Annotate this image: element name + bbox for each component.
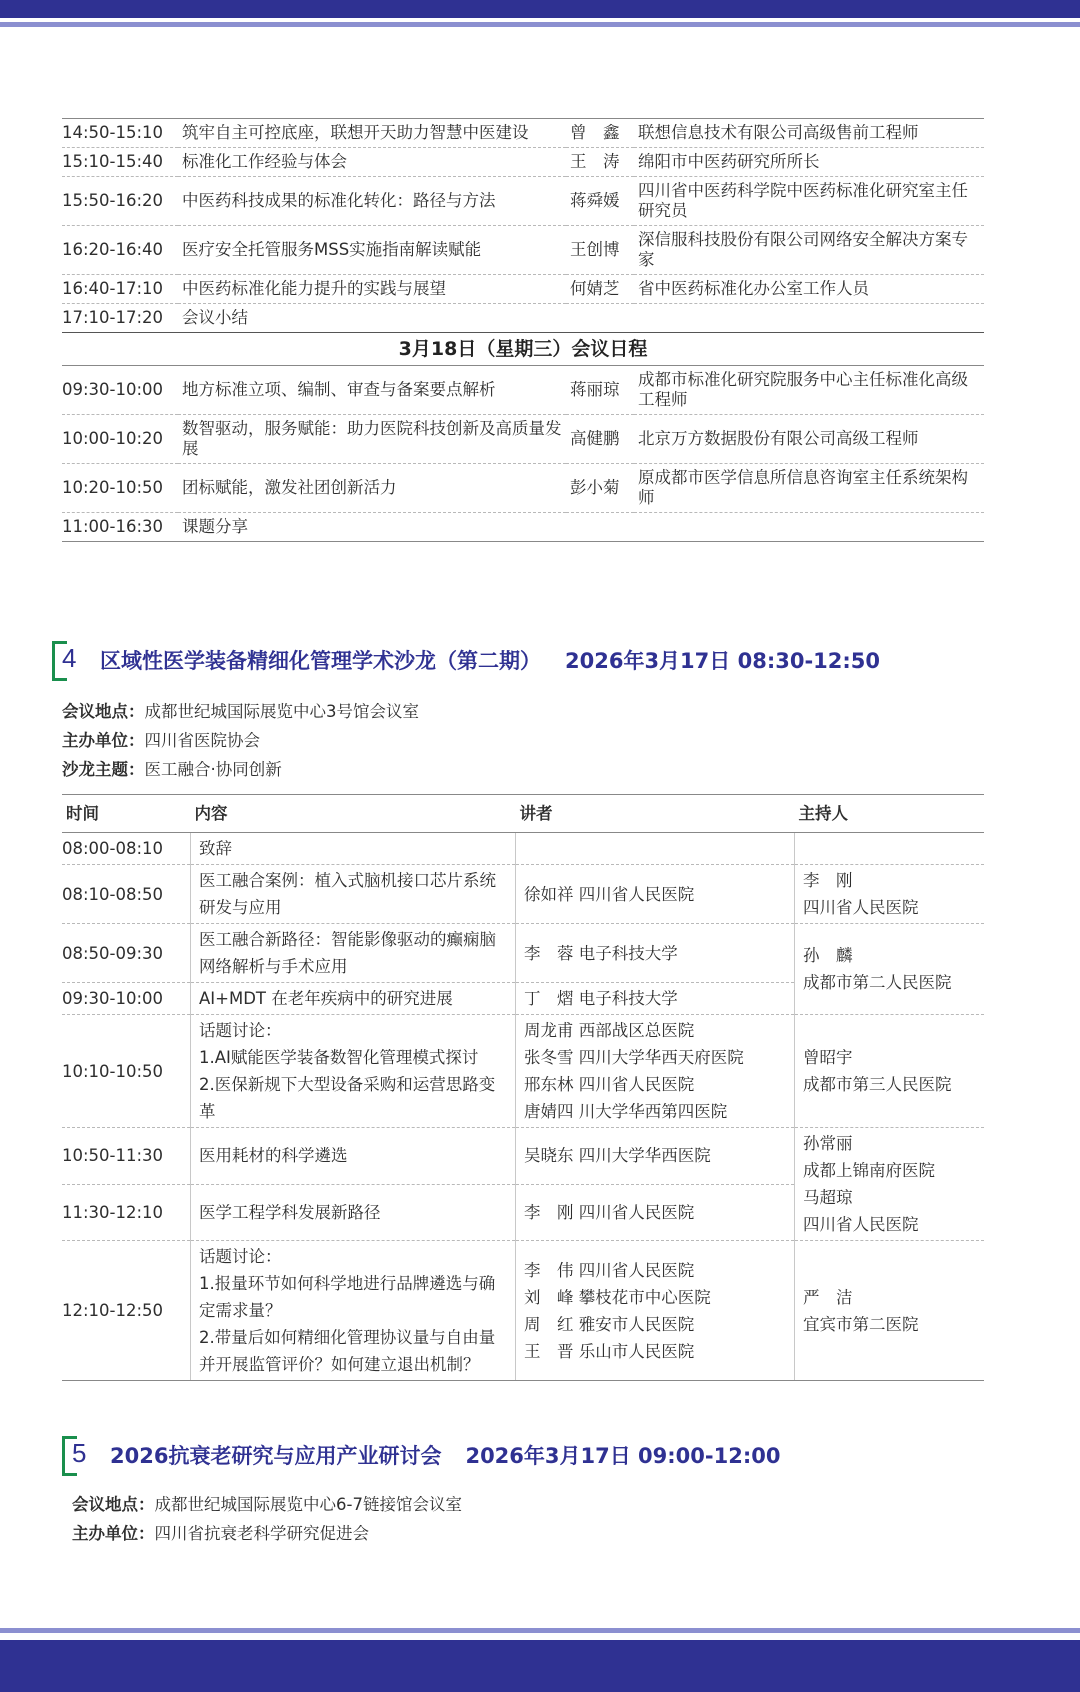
host-cell: 严 洁 宜宾市第二医院: [795, 1241, 985, 1381]
speaker-title: 成都市标准化研究院服务中心主任标准化高级工程师: [634, 366, 984, 415]
section-5-header: [62, 1436, 780, 1474]
schedule-row: [62, 148, 984, 177]
speaker-title: 四川省中医药科学院中医药标准化研究室主任研究员: [634, 177, 984, 226]
session-topic: 筑牢自主可控底座，联想开天助力智慧中医建设: [178, 119, 566, 148]
speaker-title: 北京万方数据股份有限公司高级工程师: [634, 415, 984, 464]
schedule-row: [62, 226, 984, 275]
session-topic: 数智驱动，服务赋能：助力医院科技创新及高质量发展: [178, 415, 566, 464]
speaker-name: [566, 513, 634, 542]
speaker-name: [566, 304, 634, 333]
table-row: [62, 924, 984, 983]
session-topic: 医学工程学科发展新路径: [191, 1184, 516, 1241]
venue-line: 会议地点：成都世纪城国际展览中心6-7链接馆会议室: [72, 1495, 462, 1514]
session-time: 10:20-10:50: [62, 464, 178, 513]
session-time: 15:10-15:40: [62, 148, 178, 177]
session-time: 09:30-10:00: [62, 983, 191, 1015]
session-time: 11:00-16:30: [62, 513, 178, 542]
session-time: 08:00-08:10: [62, 833, 191, 865]
speaker-name: 王 涛: [566, 148, 634, 177]
section-title: 2026抗衰老研究与应用产业研讨会: [110, 1444, 442, 1468]
speaker-title: 原成都市医学信息所信息咨询室主任系统架构师: [634, 464, 984, 513]
schedule-row: [62, 119, 984, 148]
session-time: 08:50-09:30: [62, 924, 191, 983]
session-topic: 医疗安全托管服务MSS实施指南解读赋能: [178, 226, 566, 275]
host-cell: 孙 麟 成都市第二人民医院: [795, 924, 985, 1015]
host-cell: 李 刚 四川省人民医院: [795, 865, 985, 924]
schedule-row: [62, 275, 984, 304]
section-4-info: [62, 697, 419, 784]
session-topic: 会议小结: [182, 308, 248, 327]
session-topic: 医工融合案例：植入式脑机接口芯片系统研发与应用: [191, 865, 516, 924]
speaker-list: 徐如祥 四川省人民医院: [516, 865, 795, 924]
speaker-list: 李 刚 四川省人民医院: [516, 1184, 795, 1241]
session-topic: 话题讨论： 1.报量环节如何科学地进行品牌遴选与确定需求量？ 2.带量后如何精细化管理协议量与自由量并开展监管评价？如何建立退出机制？: [191, 1241, 516, 1381]
session-topic: 医工融合新路径：智能影像驱动的癫痫脑网络解析与手术应用: [191, 924, 516, 983]
host-line: 主办单位：四川省医院协会: [62, 731, 260, 750]
col-speaker: 讲者: [516, 795, 795, 833]
session-topic: 中医药科技成果的标准化转化：路径与方法: [178, 177, 566, 226]
session-time: 08:10-08:50: [62, 865, 191, 924]
speaker-name: 高健鹏: [566, 415, 634, 464]
speaker-title: 绵阳市中医药研究所所长: [634, 148, 984, 177]
section-number-badge: [52, 641, 94, 679]
speaker-title: [634, 304, 984, 333]
session-topic: 地方标准立项、编制、审查与备案要点解析: [178, 366, 566, 415]
table-row: [62, 1015, 984, 1128]
host-cell: 孙常丽 成都上锦南府医院 马超琼 四川省人民医院: [795, 1128, 985, 1241]
speaker-list: 周龙甫 西部战区总医院 张冬雪 四川大学华西天府医院 邢东林 四川省人民医院 唐婧四 川大学华西第四医院: [516, 1015, 795, 1128]
col-content: 内容: [191, 795, 516, 833]
table-row: [62, 1241, 984, 1381]
table-row: [62, 833, 984, 865]
col-host: 主持人: [795, 795, 985, 833]
speaker-list: 吴晓东 四川大学华西医院: [516, 1128, 795, 1185]
host-line: 主办单位：四川省抗衰老科学研究促进会: [72, 1524, 369, 1543]
speaker-list: [516, 833, 795, 865]
session-topic: 致辞: [191, 833, 516, 865]
bottom-band: [0, 1640, 1080, 1692]
session-time: 10:50-11:30: [62, 1128, 191, 1185]
schedule-row: [62, 177, 984, 226]
session-topic: 标准化工作经验与体会: [178, 148, 566, 177]
speaker-name: 王创博: [566, 226, 634, 275]
section-number: 5: [72, 1438, 87, 1468]
host-cell: [795, 833, 985, 865]
session-time: 17:10-17:20: [62, 308, 164, 327]
session-topic: 团标赋能，激发社团创新活力: [178, 464, 566, 513]
speaker-name: 蒋舜媛: [566, 177, 634, 226]
speaker-title: 深信服科技股份有限公司网络安全解决方案专家: [634, 226, 984, 275]
schedule-row: [62, 464, 984, 513]
schedule-table: [62, 118, 984, 542]
speaker-name: 曾 鑫: [566, 119, 634, 148]
session-time: 14:50-15:10: [62, 119, 178, 148]
section-5-info: [72, 1490, 462, 1548]
section-number-badge: [62, 1436, 104, 1474]
section-title: 区域性医学装备精细化管理学术沙龙（第二期）: [100, 649, 541, 673]
session-time: 15:50-16:20: [62, 177, 178, 226]
section-date: 2026年3月17日 09:00-12:00: [465, 1444, 781, 1468]
speaker-title: 联想信息技术有限公司高级售前工程师: [634, 119, 984, 148]
col-time: 时间: [62, 795, 191, 833]
session-time: 11:30-12:10: [62, 1184, 191, 1241]
speaker-list: 李 伟 四川省人民医院 刘 峰 攀枝花市中心医院 周 红 雅安市人民医院 王 晋 乐山市人民医院: [516, 1241, 795, 1381]
schedule-row: [62, 415, 984, 464]
session-time: 16:20-16:40: [62, 226, 178, 275]
session-topic: 医用耗材的科学遴选: [191, 1128, 516, 1185]
salon-table: [62, 794, 984, 1381]
bottom-band-accent: [0, 1628, 1080, 1633]
speaker-name: 何婧芝: [566, 275, 634, 304]
day-title: 3月18日（星期三）会议日程: [62, 333, 984, 366]
speaker-list: 丁 熠 电子科技大学: [516, 983, 795, 1015]
session-time: 12:10-12:50: [62, 1241, 191, 1381]
session-topic: 课题分享: [178, 513, 566, 542]
venue-line: 会议地点：成都世纪城国际展览中心3号馆会议室: [62, 702, 419, 721]
table-row: [62, 865, 984, 924]
theme-line: 沙龙主题：医工融合·协同创新: [62, 760, 282, 779]
session-topic: 话题讨论： 1.AI赋能医学装备数智化管理模式探讨 2.医保新规下大型设备采购和运营思路变革: [191, 1015, 516, 1128]
speaker-name: 彭小菊: [566, 464, 634, 513]
session-time: 09:30-10:00: [62, 366, 178, 415]
speaker-title: 省中医药标准化办公室工作人员: [634, 275, 984, 304]
schedule-row: [62, 513, 984, 542]
top-band-accent: [0, 22, 1080, 27]
table-row: [62, 1128, 984, 1185]
session-time: 10:10-10:50: [62, 1015, 191, 1128]
session-topic: AI+MDT 在老年疾病中的研究进展: [191, 983, 516, 1015]
section-number: 4: [62, 643, 77, 673]
speaker-name: 蒋丽琼: [566, 366, 634, 415]
schedule-row: [62, 304, 984, 333]
section-4-header: [52, 641, 880, 679]
speaker-title: [634, 513, 984, 542]
session-topic: 中医药标准化能力提升的实践与展望: [178, 275, 566, 304]
session-time: 10:00-10:20: [62, 415, 178, 464]
schedule-row: [62, 366, 984, 415]
speaker-list: 李 蓉 电子科技大学: [516, 924, 795, 983]
section-date: 2026年3月17日 08:30-12:50: [565, 649, 880, 673]
session-time: 16:40-17:10: [62, 275, 178, 304]
host-cell: 曾昭宇 成都市第三人民医院: [795, 1015, 985, 1128]
top-band: [0, 0, 1080, 18]
